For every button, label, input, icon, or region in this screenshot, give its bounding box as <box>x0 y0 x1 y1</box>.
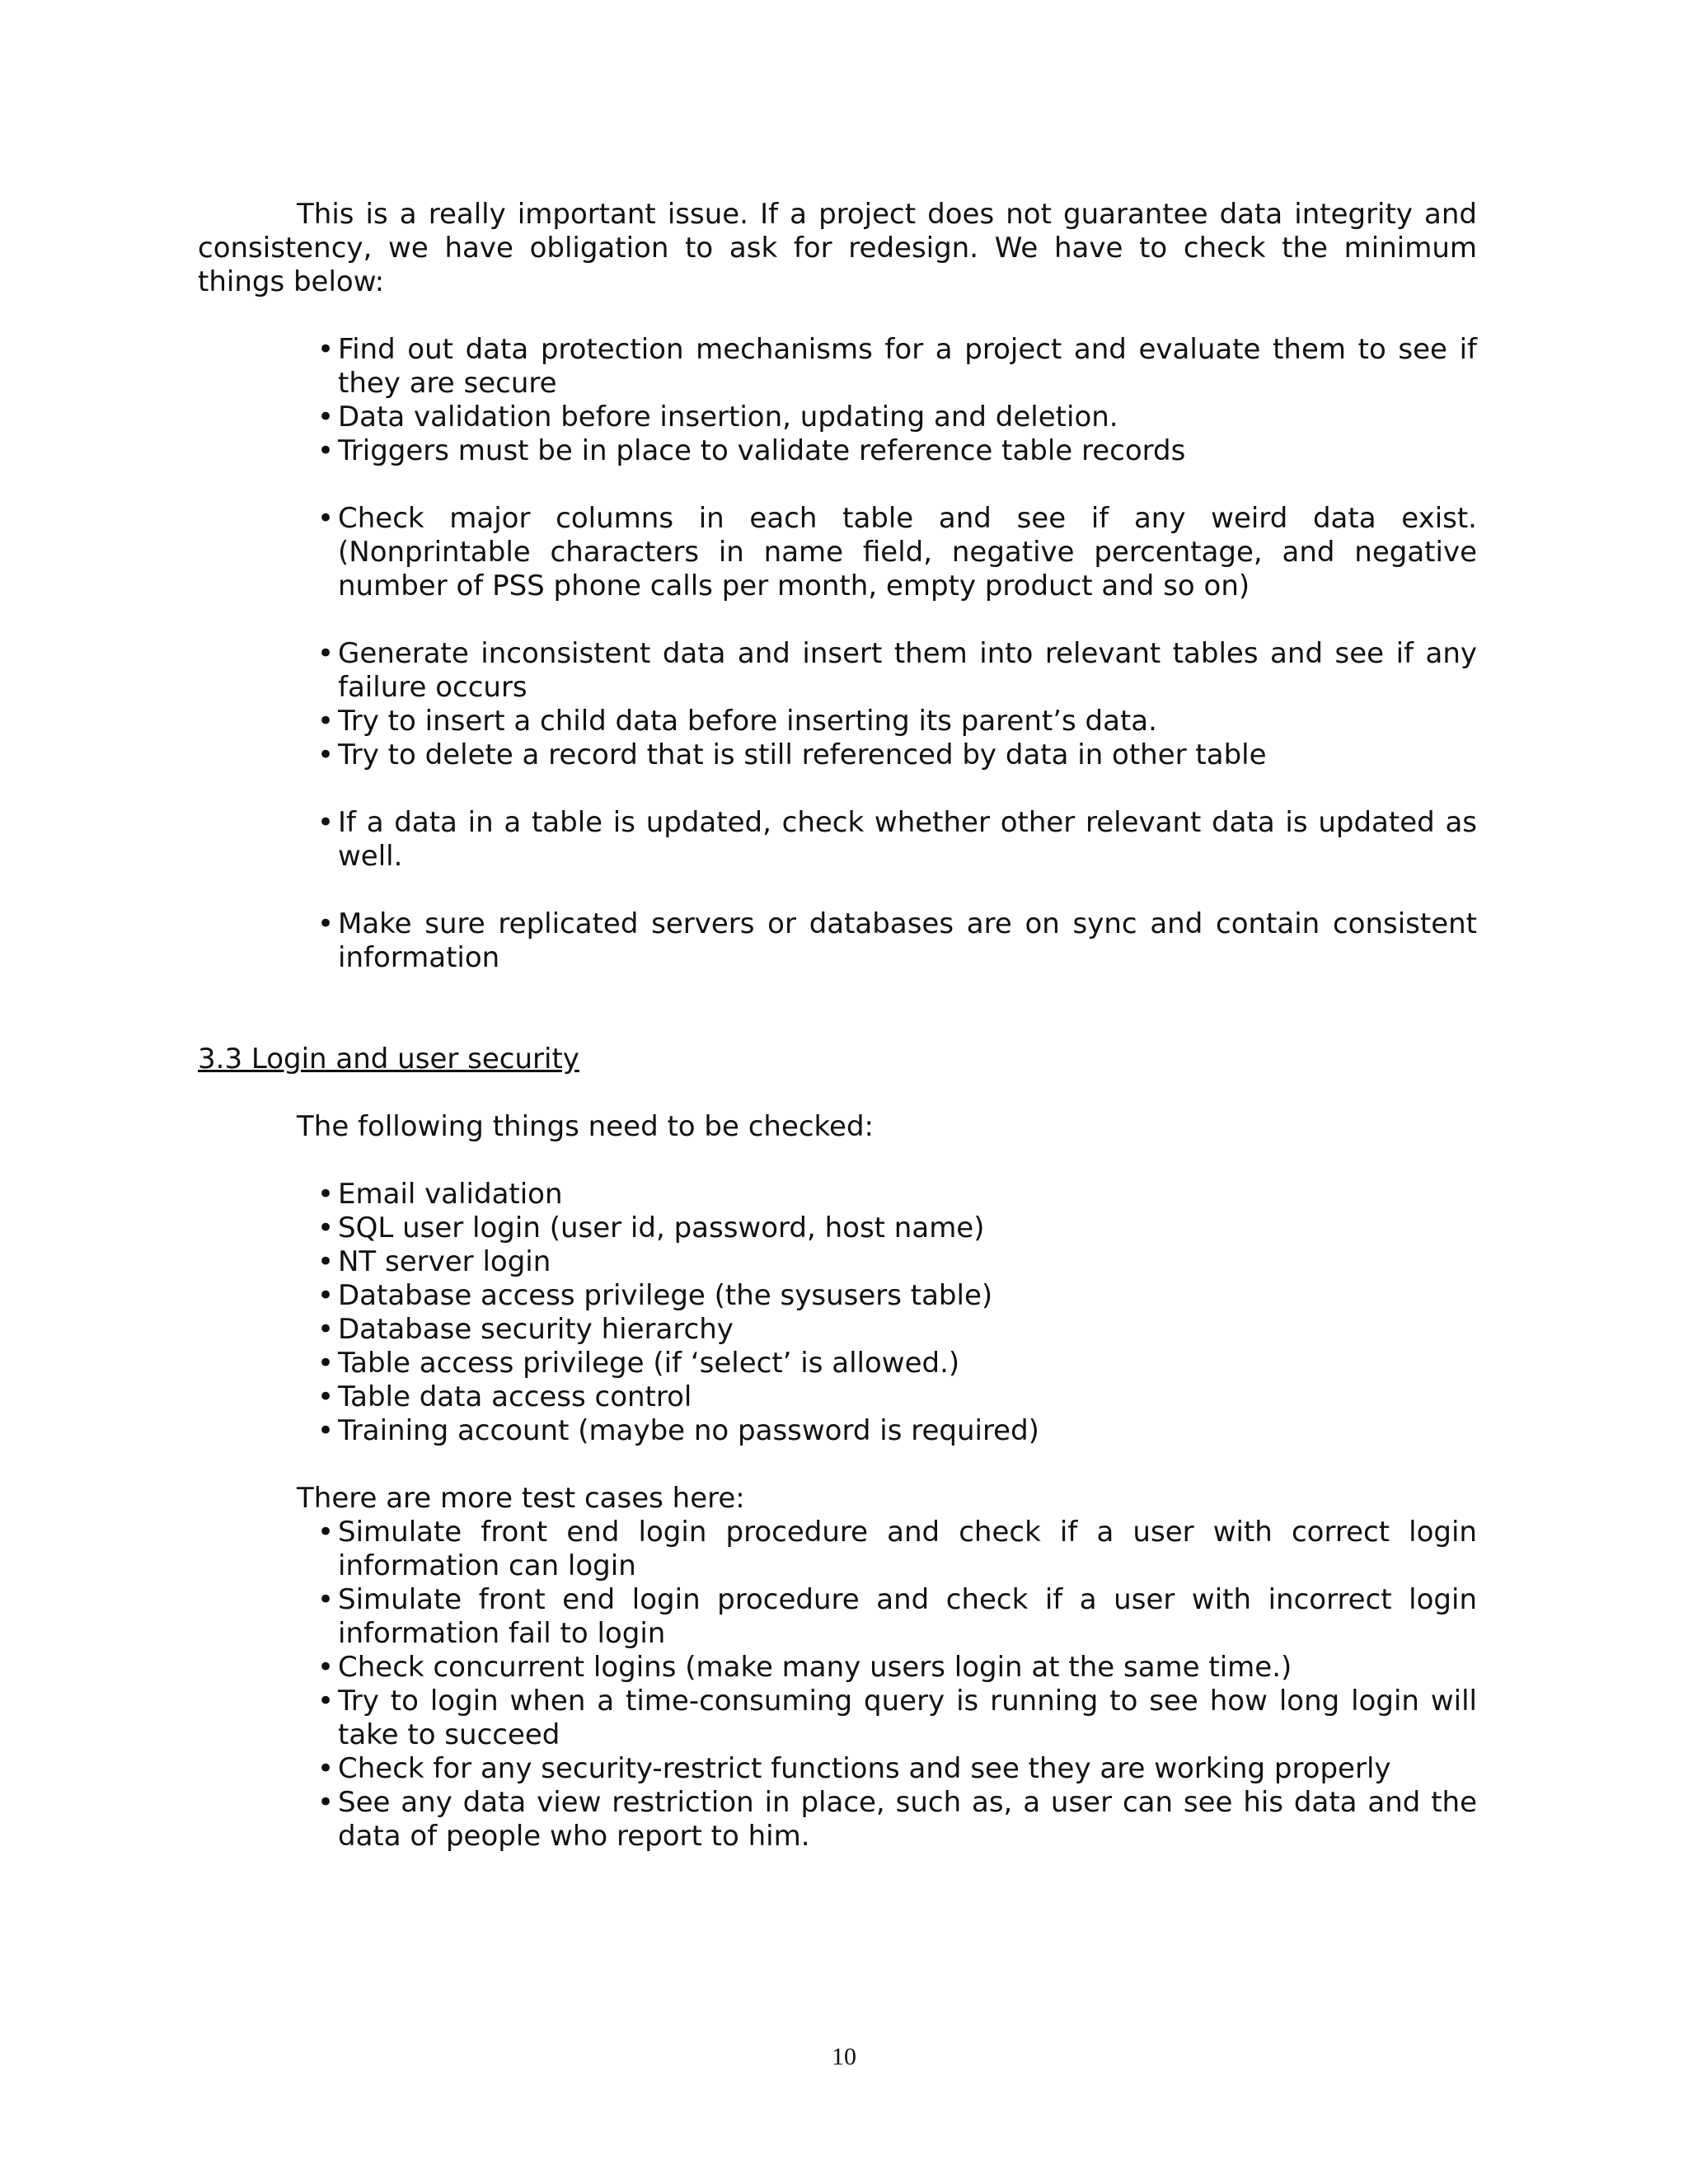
bullet-icon: • <box>317 806 335 839</box>
list-item: • Email validation <box>317 1178 563 1211</box>
bullet-icon: • <box>317 1178 335 1211</box>
bullet-icon: • <box>317 1313 335 1346</box>
list-item: • Check major columns in each table and see if any weird data exist. (Nonprintable characters in name field, negative percentage, and negative number of PSS phone calls per month, empty product and so on) <box>317 502 1477 602</box>
list-item: • If a data in a table is updated, check whether other relevant data is updated as well. <box>317 806 1477 873</box>
list-item: • Find out data protection mechanisms for a project and evaluate them to see if they are secure <box>317 333 1477 400</box>
bullet-icon: • <box>317 705 335 738</box>
page-number: 10 <box>832 2043 856 2070</box>
list-item: • See any data view restriction in place, such as, a user can see his data and the data of people who report to him. <box>317 1786 1477 1853</box>
list-item: • Simulate front end login procedure and check if a user with correct login information can login <box>317 1516 1477 1582</box>
list-item: • Make sure replicated servers or databases are on sync and contain consistent information <box>317 907 1477 974</box>
bullet-icon: • <box>317 1651 335 1684</box>
bullet-icon: • <box>317 1516 335 1549</box>
bullet-icon: • <box>317 1786 335 1819</box>
bullet-icon: • <box>317 1279 335 1312</box>
integrity-group-3 <box>198 637 1477 772</box>
list-item: • Check for any security-restrict functions and see they are working properly <box>317 1752 1391 1785</box>
integrity-group-4 <box>198 806 1477 874</box>
bullet-icon: • <box>317 907 335 940</box>
bullet-icon: • <box>317 1583 335 1616</box>
list-item: • Table data access control <box>317 1380 692 1413</box>
list-item: • Try to delete a record that is still referenced by data in other table <box>317 738 1267 771</box>
integrity-group-2 <box>198 502 1477 603</box>
bullet-icon: • <box>317 637 335 670</box>
tests-list <box>198 1516 1477 1854</box>
list-item: • Table access privilege (if ‘select’ is allowed.) <box>317 1347 960 1380</box>
list-item: • Database access privilege (the sysusers table) <box>317 1279 993 1312</box>
page-content <box>198 198 1477 1854</box>
bullet-icon: • <box>317 1752 335 1785</box>
list-item: • Check concurrent logins (make many users login at the same time.) <box>317 1651 1292 1684</box>
list-item: • Generate inconsistent data and insert them into relevant tables and see if any failure occurs <box>317 637 1477 704</box>
list-item: • Database security hierarchy <box>317 1313 734 1346</box>
integrity-group-5 <box>198 907 1477 975</box>
list-item: • Triggers must be in place to validate reference table records <box>317 434 1186 467</box>
bullet-icon: • <box>317 1380 335 1413</box>
bullet-icon: • <box>317 434 335 467</box>
integrity-group-1 <box>198 333 1477 468</box>
list-item: • NT server login <box>317 1245 551 1278</box>
list-item: • SQL user login (user id, password, host name) <box>317 1212 985 1244</box>
list-item: • Data validation before insertion, updating and deletion. <box>317 401 1118 434</box>
list-item: • Simulate front end login procedure and check if a user with incorrect login information fail to login <box>317 1583 1477 1650</box>
list-item: • Try to insert a child data before inserting its parent’s data. <box>317 705 1157 738</box>
intro-paragraph: This is a really important issue. If a project does not guarantee data integrity and consistency, we have obligation to ask for redesign. We have to check the minimum things below: <box>198 198 1477 298</box>
section-heading: 3.3 Login and user security <box>198 1043 579 1076</box>
list-item: • Training account (maybe no password is required) <box>317 1414 1039 1447</box>
checks-list <box>198 1178 1477 1448</box>
list-item: • Try to login when a time-consuming query is running to see how long login will take to succeed <box>317 1685 1477 1751</box>
bullet-icon: • <box>317 333 335 366</box>
bullet-icon: • <box>317 401 335 434</box>
tests-intro: There are more test cases here: <box>297 1482 745 1515</box>
bullet-icon: • <box>317 1685 335 1718</box>
bullet-icon: • <box>317 502 335 535</box>
bullet-icon: • <box>317 1414 335 1447</box>
checks-intro: The following things need to be checked: <box>297 1110 874 1143</box>
bullet-icon: • <box>317 738 335 771</box>
bullet-icon: • <box>317 1212 335 1244</box>
bullet-icon: • <box>317 1245 335 1278</box>
bullet-icon: • <box>317 1347 335 1380</box>
